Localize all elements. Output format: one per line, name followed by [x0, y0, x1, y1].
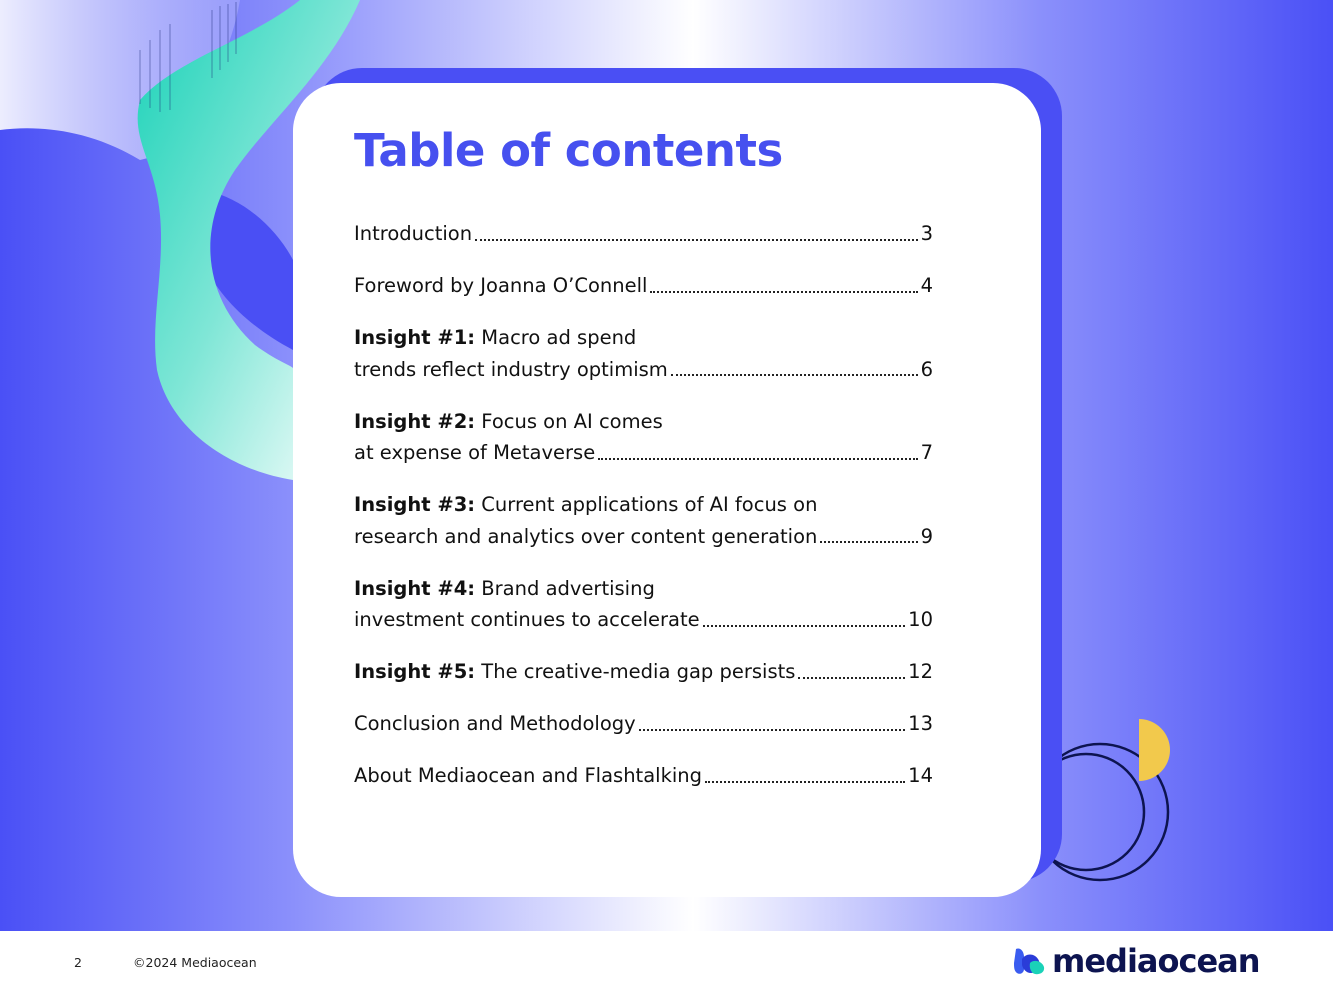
insight-number: Insight #4: [354, 576, 476, 600]
insight-number: Insight #5: [354, 660, 476, 683]
insight-number: Insight #1: [354, 326, 476, 349]
toc-entry-text: Foreword by Joanna O’Connell [354, 274, 648, 297]
toc-entry-text: Conclusion and Methodology [354, 712, 636, 735]
toc-list [354, 218, 933, 812]
toc-entry-label [354, 270, 647, 302]
logo-wordmark: mediaocean [1052, 942, 1260, 980]
toc-line [354, 760, 933, 792]
toc-page-number: 9 [920, 524, 933, 548]
toc-page-number: 3 [920, 222, 933, 245]
toc-entry-text: About Mediaocean and Flashtalking [354, 764, 703, 787]
toc-entry[interactable] [354, 760, 933, 792]
toc-entry-label [354, 354, 668, 386]
dot-leader [705, 781, 905, 783]
toc-entry-label [354, 406, 663, 438]
footer [0, 931, 1333, 1000]
toc-entry[interactable] [354, 573, 933, 636]
toc-line [354, 656, 933, 688]
dot-leader [475, 239, 917, 241]
toc-entry-text: trends reflect industry optimism [354, 357, 668, 381]
toc-entry[interactable] [354, 406, 933, 469]
toc-entry-text: investment continues to accelerate [354, 608, 700, 631]
toc-page-number: 7 [920, 441, 933, 464]
toc-entry-text: Macro ad spend [475, 326, 637, 349]
toc-line [354, 322, 933, 354]
toc-entry-text: at expense of Metaverse [354, 441, 596, 464]
toc-entry-label [354, 218, 472, 250]
insight-number: Insight #3: [354, 493, 476, 516]
toc-line [354, 437, 933, 469]
toc-entry-label [354, 604, 700, 636]
mediaocean-logo[interactable] [1012, 943, 1260, 979]
page-number: 2 [74, 955, 82, 970]
toc-entry[interactable] [354, 270, 933, 302]
toc-entry-text: Introduction [354, 222, 473, 245]
toc-line [354, 270, 933, 302]
toc-page-number: 4 [920, 274, 933, 297]
mediaocean-logo-icon [1012, 945, 1048, 977]
toc-page-number: 12 [908, 660, 933, 683]
toc-entry-label [354, 656, 795, 688]
toc-entry-text: Current applications of AI focus on [475, 493, 818, 516]
toc-line [354, 406, 933, 438]
dot-leader [639, 729, 905, 731]
toc-entry-label [354, 322, 636, 354]
toc-line [354, 354, 933, 386]
toc-entry-text: Focus on AI comes [475, 409, 663, 433]
toc-line [354, 573, 933, 605]
toc-entry-label [354, 573, 655, 605]
toc-page-number: 14 [908, 764, 933, 787]
toc-entry-label [354, 489, 817, 521]
toc-entry[interactable] [354, 708, 933, 740]
page-title: Table of contents [354, 124, 783, 177]
toc-entry[interactable] [354, 322, 933, 385]
toc-page-number: 10 [908, 608, 933, 631]
insight-number: Insight #2: [354, 409, 476, 433]
copyright-text: ©2024 Mediaocean [133, 955, 257, 970]
dot-leader [820, 541, 917, 543]
toc-line [354, 604, 933, 636]
toc-entry-label [354, 437, 595, 469]
dot-leader [650, 291, 917, 293]
toc-entry-text: research and analytics over content generation [354, 524, 818, 548]
toc-line [354, 489, 933, 521]
toc-entry[interactable] [354, 489, 933, 552]
toc-line [354, 218, 933, 250]
toc-line [354, 521, 933, 553]
toc-line [354, 708, 933, 740]
dot-leader [703, 625, 906, 627]
dot-leader [798, 677, 905, 679]
toc-entry[interactable] [354, 218, 933, 250]
toc-entry-label [354, 760, 702, 792]
toc-page-number: 13 [908, 712, 933, 735]
toc-entry-label [354, 708, 636, 740]
toc-entry[interactable] [354, 656, 933, 688]
dot-leader [671, 374, 918, 376]
toc-entry-text: The creative-media gap persists [475, 660, 796, 683]
toc-entry-label [354, 521, 817, 553]
dot-leader [598, 458, 917, 460]
toc-entry-text: Brand advertising [475, 576, 655, 600]
toc-page-number: 6 [920, 357, 933, 381]
